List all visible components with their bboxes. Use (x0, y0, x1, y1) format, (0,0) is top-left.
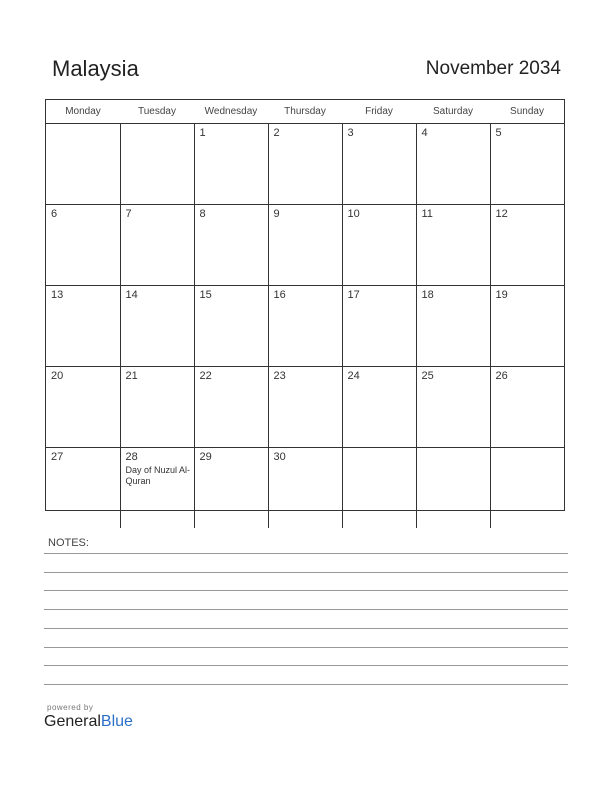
day-number: 1 (199, 127, 206, 139)
notes-line (44, 609, 568, 610)
day-cell (342, 448, 416, 529)
day-cell (416, 124, 490, 205)
day-number: 11 (421, 208, 433, 220)
day-number: 30 (273, 451, 286, 463)
brand-name (44, 713, 133, 731)
day-cell (46, 367, 120, 448)
notes-line (44, 665, 568, 666)
day-number: 23 (273, 370, 286, 382)
day-cell (342, 286, 416, 367)
holiday-event: Day of Nuzul Al-Quran (125, 465, 191, 486)
day-cell (416, 286, 490, 367)
day-number: 26 (495, 370, 508, 382)
day-number: 15 (199, 289, 212, 301)
day-number: 9 (273, 208, 280, 220)
day-cell (120, 205, 194, 286)
day-number: 12 (495, 208, 508, 220)
day-number: 6 (51, 208, 58, 220)
day-cell (342, 367, 416, 448)
notes-line (44, 590, 568, 591)
day-number: 19 (495, 289, 508, 301)
day-cell (46, 448, 120, 529)
day-cell (416, 367, 490, 448)
day-cell (490, 205, 564, 286)
weekday-header: Sunday (490, 100, 564, 124)
day-cell (268, 286, 342, 367)
day-cell (342, 205, 416, 286)
brand-logo (44, 703, 133, 731)
notes-line (44, 628, 568, 629)
notes-label: NOTES: (48, 537, 89, 549)
week-row (46, 286, 564, 367)
day-number: 8 (199, 208, 206, 220)
day-cell (46, 286, 120, 367)
day-number: 14 (125, 289, 138, 301)
notes-line (44, 647, 568, 648)
day-cell (120, 286, 194, 367)
day-cell (194, 286, 268, 367)
week-row (46, 205, 564, 286)
day-cell (194, 124, 268, 205)
day-number: 17 (347, 289, 360, 301)
weekday-header-row (46, 100, 564, 124)
weekday-header: Monday (46, 100, 120, 124)
day-cell (194, 205, 268, 286)
day-number: 29 (199, 451, 212, 463)
day-cell (416, 448, 490, 529)
day-cell (268, 448, 342, 529)
day-cell (268, 367, 342, 448)
month-year-title: November 2034 (425, 58, 561, 79)
week-row (46, 448, 564, 529)
day-cell (46, 205, 120, 286)
day-number: 10 (347, 208, 360, 220)
day-cell (490, 286, 564, 367)
day-cell (490, 124, 564, 205)
day-number: 4 (421, 127, 428, 139)
day-number: 16 (273, 289, 286, 301)
week-row (46, 124, 564, 205)
day-number: 2 (273, 127, 280, 139)
weekday-header: Friday (342, 100, 416, 124)
day-number: 24 (347, 370, 360, 382)
day-cell (342, 124, 416, 205)
day-cell (490, 448, 564, 529)
day-cell (120, 448, 194, 529)
day-number: 27 (51, 451, 64, 463)
weekday-header: Thursday (268, 100, 342, 124)
day-number: 13 (51, 289, 64, 301)
day-number: 28 (125, 451, 138, 463)
week-row (46, 367, 564, 448)
day-cell (268, 205, 342, 286)
day-cell (490, 367, 564, 448)
notes-line (44, 684, 568, 685)
notes-line (44, 553, 568, 554)
day-cell (194, 367, 268, 448)
day-cell (194, 448, 268, 529)
day-number: 22 (199, 370, 212, 382)
day-cell (268, 124, 342, 205)
country-title: Malaysia (52, 56, 139, 81)
brand-general: General (44, 713, 101, 730)
day-number: 18 (421, 289, 434, 301)
weekday-header: Saturday (416, 100, 490, 124)
brand-blue: Blue (100, 713, 133, 730)
day-number: 5 (495, 127, 502, 139)
day-number: 25 (421, 370, 434, 382)
powered-by-text: powered by (47, 703, 94, 712)
weekday-header: Wednesday (194, 100, 268, 124)
day-number: 21 (125, 370, 138, 382)
calendar-grid (45, 99, 565, 511)
day-number: 3 (347, 127, 354, 139)
day-cell (120, 367, 194, 448)
day-cell (416, 205, 490, 286)
day-cell (120, 124, 194, 205)
day-number: 20 (51, 370, 64, 382)
day-cell (46, 124, 120, 205)
day-number: 7 (125, 208, 132, 220)
notes-line (44, 572, 568, 573)
weekday-header: Tuesday (120, 100, 194, 124)
